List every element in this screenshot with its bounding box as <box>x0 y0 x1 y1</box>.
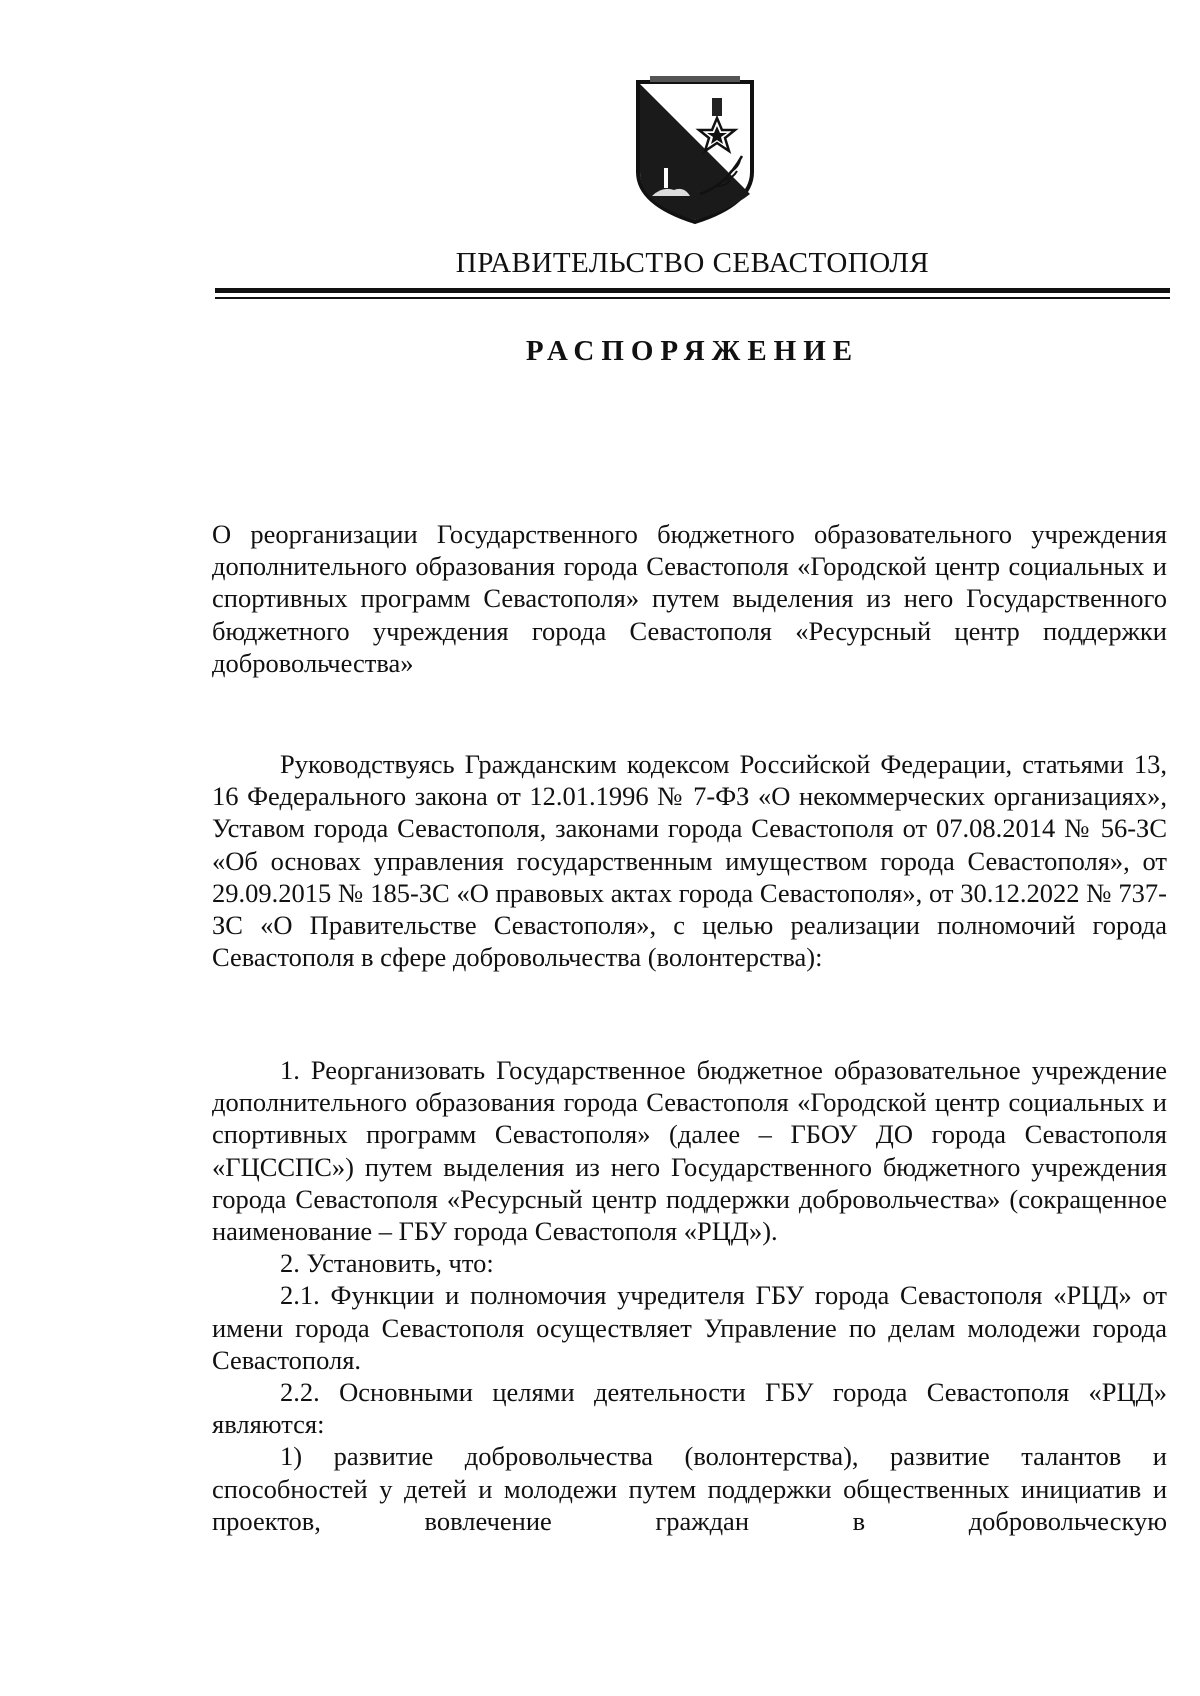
preamble-text: Руководствуясь Гражданским кодексом Российской Федерации, статьями 13, 16 Федерального закона от 12.01.1996 № 7-ФЗ «О некоммерческих организациях», Уставом города Севастополя, законами города Севастополя от 07.08.2014 № 56-ЗС «Об основах управления государственным имуществом города Севастополя», от 29.09.2015 № 185-ЗС «О правовых актах города Севастополя», от 30.12.2022 № 737-ЗС «О Правительстве Севастополя», с целью реализации полномочий города Севастополя в сфере добровольчества (волонтерства): <box>212 749 1167 973</box>
header-rule-thin <box>215 297 1170 299</box>
subject-text: О реорганизации Государственного бюджетного образовательного учреждения дополнительного образования города Севастополя «Городской центр социальных и спортивных программ Севастополя» путем выделения из него Государственного бюджетного учреждения города Севастополя «Ресурсный центр поддержки добровольчества» <box>212 519 1167 678</box>
clause-2-2: 2.2. Основными целями деятельности ГБУ города Севастополя «РЦД» являются: <box>212 1377 1167 1440</box>
government-title: ПРАВИТЕЛЬСТВО СЕВАСТОПОЛЯ <box>455 247 930 279</box>
preamble-block <box>212 748 1167 973</box>
subject-block <box>212 518 1167 679</box>
clauses-block <box>212 1054 1167 1537</box>
clause-1: 1. Реорганизовать Государственное бюджетное образовательное учреждение дополнительного образования города Севастополя «Городской центр социальных и спортивных программ Севастополя» (далее – ГБОУ ДО города Севастополя «ГЦССПС») путем выделения из него Государственного бюджетного учреждения города Севастополя «Ресурсный центр поддержки добровольчества» (сокращенное наименование – ГБУ города Севастополя «РЦД»). <box>212 1055 1167 1247</box>
clause-2-1: 2.1. Функции и полномочия учредителя ГБУ города Севастополя «РЦД» от имени города Севастополя осуществляет Управление по делам молодежи города Севастополя. <box>212 1280 1167 1375</box>
document-type-heading: РАСПОРЯЖЕНИЕ <box>525 335 860 367</box>
coat-of-arms-icon <box>630 76 760 226</box>
clause-2-2-item-1: 1) развитие добровольчества (волонтерства), развитие талантов и способностей у детей и молодежи путем поддержки общественных инициатив и проектов, вовлечение граждан в добровольческую <box>212 1441 1167 1536</box>
header-rule-thick <box>215 288 1170 293</box>
clause-2: 2. Установить, что: <box>280 1248 494 1279</box>
